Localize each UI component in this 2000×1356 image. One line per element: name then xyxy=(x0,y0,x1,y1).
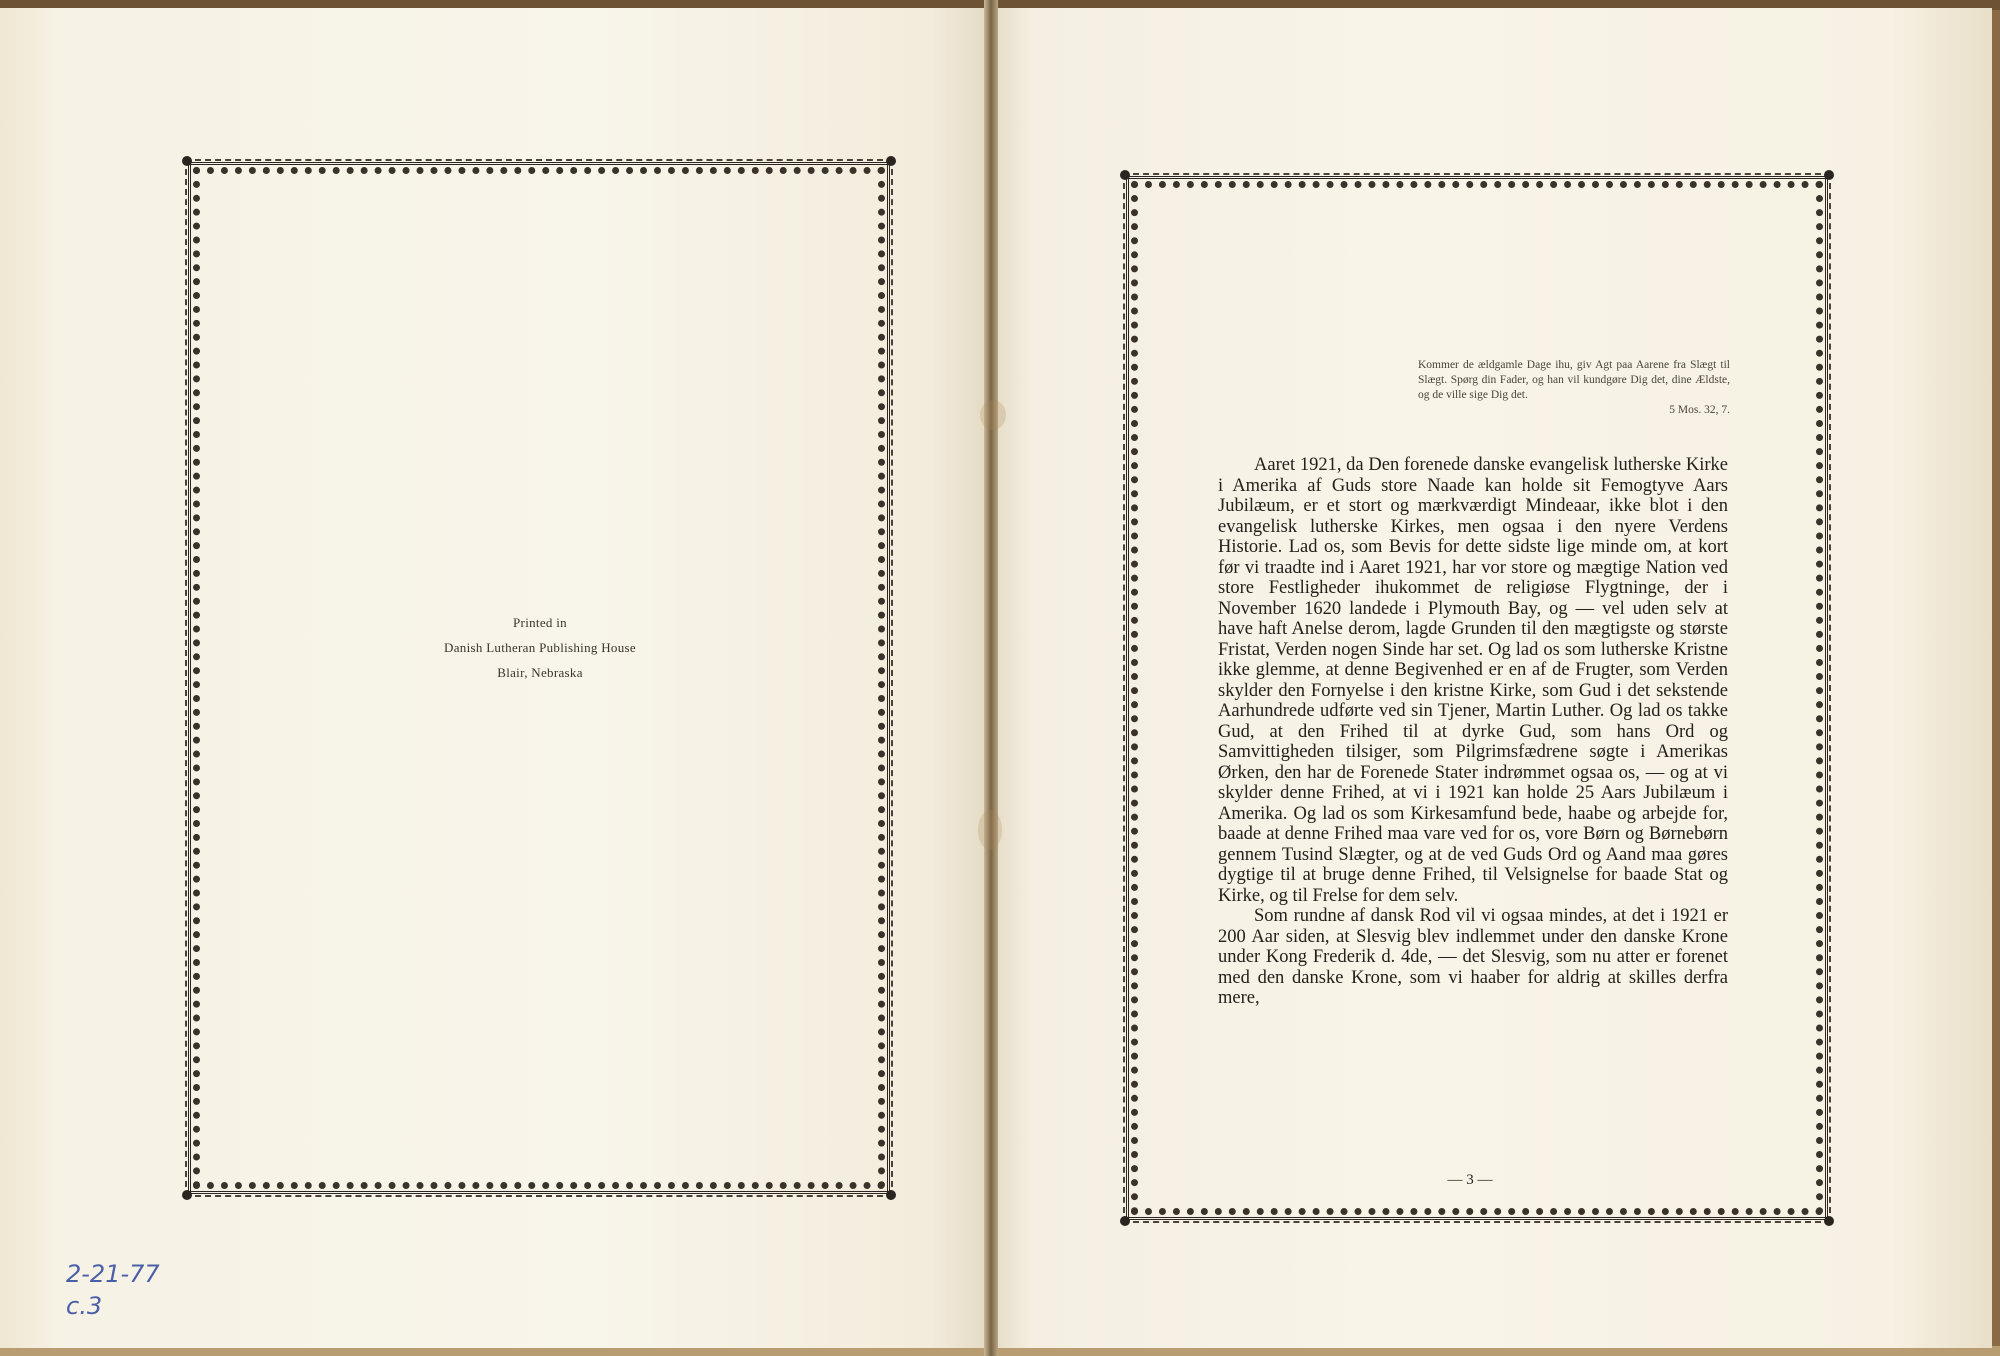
corner-ornament-icon xyxy=(1120,170,1130,180)
corner-ornament-icon xyxy=(1120,1216,1130,1226)
paragraph: Som rundne af dansk Rod vil vi ogsaa mindes, at det i 1921 er 200 Aar siden, at Slesvig blev indlemmet under den danske Krone under Kong Frederik d. 4de, — det Slesvig, som nu atter er forenet med den danske Krone, som vi haaber for aldrig at skilles derfra mere, xyxy=(1218,906,1728,1008)
epigraph-reference: 5 Mos. 32, 7. xyxy=(1669,404,1730,416)
imprint-line: Danish Lutheran Publishing House xyxy=(444,640,636,655)
paper-stain xyxy=(978,810,1002,850)
corner-ornament-icon xyxy=(1824,1216,1834,1226)
corner-ornament-icon xyxy=(886,156,896,166)
handwritten-date: 2-21-77 xyxy=(66,1260,160,1288)
imprint-line: Blair, Nebraska xyxy=(497,665,583,680)
paragraph: Aaret 1921, da Den forenede danske evangelisk lutherske Kirke i Amerika af Guds store Naade kan holde sit Femogtyve Aars Jubilæum, er et stort og mærkværdigt Mindeaar, ikke blot i den evangelisk lutherske Kirkes, men ogsaa i den nyere Verdens Historie. Lad os, som Bevis for dette sidste lige minde om, at kort før vi traadte ind i Aaret 1921, har vor store og mægtige Nation ved store Festligheder ihukommet de religiøse Flygtninge, der i November 1620 landede i Plymouth Bay, og — vel uden selv at have haft Anelse derom, lagde Grunden til den mægtigste og største Fristat, Verden nogen Sinde har set. Og lad os som lutherske Kristne ikke glemme, at denne Begivenhed er en af de Frugter, som Verden skylder den Fornyelse i den kristne Kirke, som Gud i det sekstende Aarhundrede udførte ved sin Tjener, Martin Luther. Og lad os takke Gud, at den Frihed til at dyrke Gud, som hans Ord og Samvittigheden tilsiger, som Pilgrimsfædrene søgte i Amerikas Ørken, den har de Forenede Stater indrømmet ogsaa os, — og at vi skylder denne Frihed, at vi i 1921 kan holde 25 Aars Jubilæum i Amerika. Og lad os som Kirkesamfund bede, haabe og arbejde for, baade at denne Frihed maa vare ved for os, vore Børn og Børnebørn gennem Tusind Slægter, og at de ved Guds Ord og Aand maa gøres dygtige til at bruge denne Frihed, til Velsignelse for baade Stat og Kirke, og til Frelse for dem selv. xyxy=(1218,455,1728,906)
paper-stain xyxy=(980,400,1006,430)
book-spine xyxy=(984,0,998,1356)
page-number: — 3 — xyxy=(1447,1172,1493,1188)
epigraph xyxy=(1418,358,1730,418)
handwritten-copy-number: c.3 xyxy=(66,1292,103,1320)
corner-ornament-icon xyxy=(886,1190,896,1200)
imprint-line: Printed in xyxy=(513,615,567,630)
handwritten-note xyxy=(66,1258,226,1322)
epigraph-text: Kommer de ældgamle Dage ihu, giv Agt paa Aarene fra Slægt til Slægt. Spørg din Fader, og han vil kundgøre Dig det, dine Ældste, og de ville sige Dig det. xyxy=(1418,359,1730,401)
corner-ornament-icon xyxy=(1824,170,1834,180)
printer-imprint xyxy=(360,610,720,685)
corner-ornament-icon xyxy=(182,156,192,166)
corner-ornament-icon xyxy=(182,1190,192,1200)
main-text xyxy=(1218,455,1728,1009)
